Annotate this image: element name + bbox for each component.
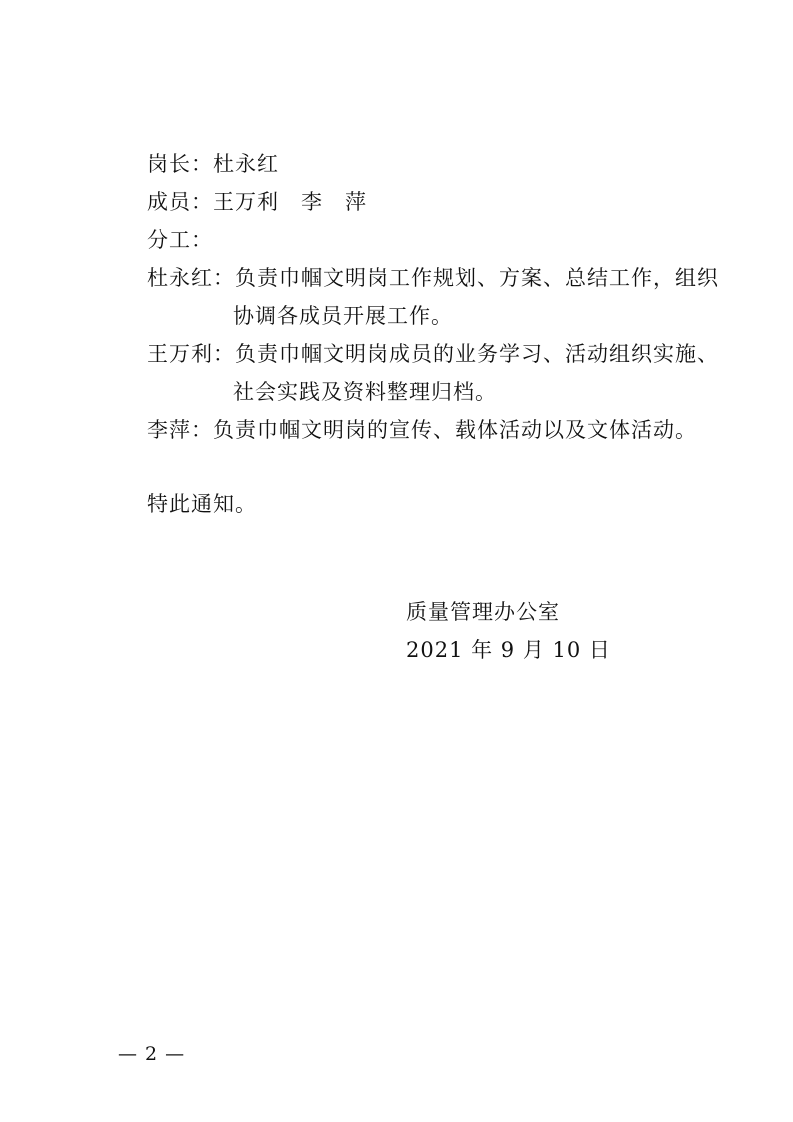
closing-text: 特此通知。 [147, 492, 257, 516]
assignment-1-line-2: 协调各成员开展工作。 [233, 304, 453, 328]
signature-date: 2021 年 9 月 10 日 [406, 638, 611, 662]
division-heading: 分工： [147, 228, 213, 252]
leader-line: 岗长：杜永红 [147, 152, 279, 176]
members-prefix: 成员：王万利 [147, 190, 279, 214]
assignment-1-line-1: 杜永红：负责巾帼文明岗工作规划、方案、总结工作，组织 [147, 266, 719, 290]
member-2-name: 萍 [345, 190, 367, 214]
assignment-2-line-1: 王万利：负责巾帼文明岗成员的业务学习、活动组织实施、 [147, 342, 719, 366]
member-2-given: 李 [301, 190, 323, 214]
assignment-2-line-2: 社会实践及资料整理归档。 [233, 380, 497, 404]
page-number: — 2 — [118, 1043, 186, 1065]
signature-office: 质量管理办公室 [406, 600, 560, 624]
assignment-3-line-1: 李萍：负责巾帼文明岗的宣传、载体活动以及文体活动。 [147, 418, 697, 442]
members-line [147, 188, 367, 216]
